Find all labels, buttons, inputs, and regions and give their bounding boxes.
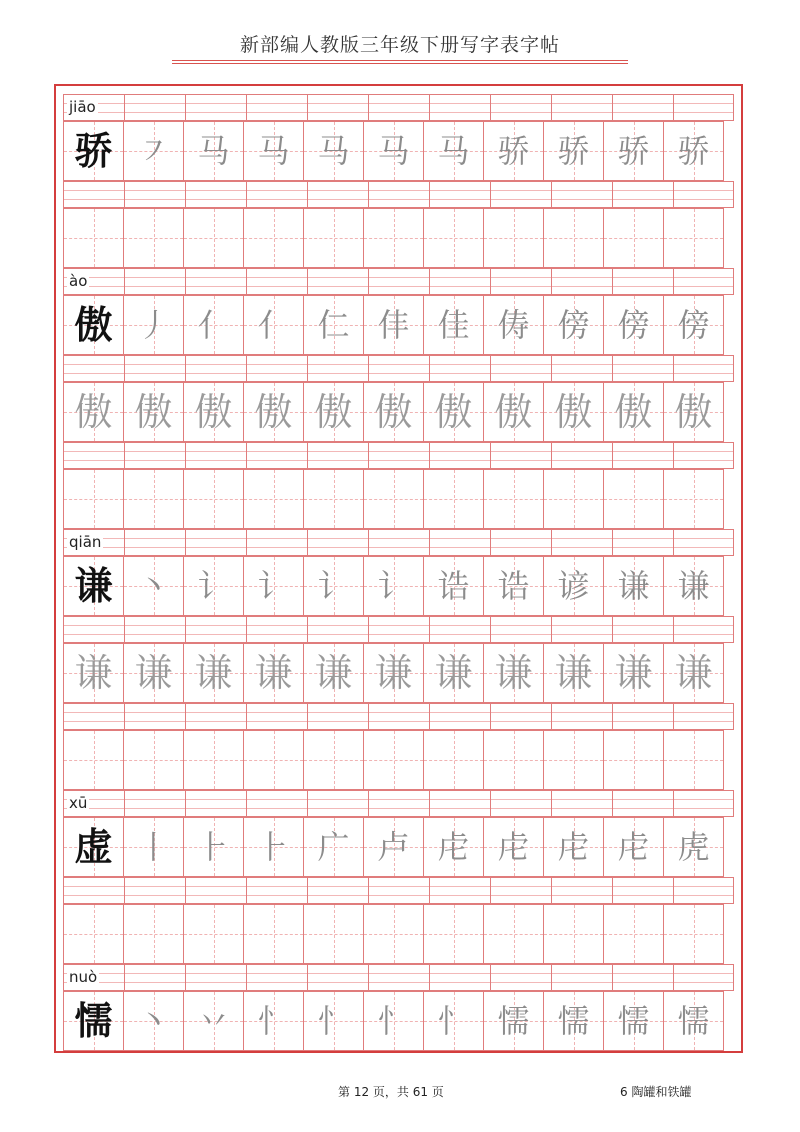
- practice-cell: [363, 556, 424, 616]
- pinyin-label: jiāo: [69, 98, 96, 116]
- practice-sheet: [54, 84, 743, 1053]
- writing-row: [63, 556, 734, 616]
- cell-glyph: 诰: [437, 567, 470, 605]
- cell-glyph: ⺊: [197, 828, 230, 866]
- cell-glyph: 虎: [677, 828, 710, 866]
- practice-cell: [63, 469, 124, 529]
- practice-cell: [183, 295, 244, 355]
- practice-cell: [483, 208, 544, 268]
- cell-glyph: 俦: [497, 306, 530, 344]
- practice-cell: [483, 556, 544, 616]
- cell-glyph: 马: [437, 132, 470, 170]
- practice-cell: [183, 469, 244, 529]
- cell-glyph: 傲: [134, 390, 173, 434]
- practice-cell: [303, 817, 364, 877]
- cell-glyph: 虍: [617, 828, 650, 866]
- practice-cell: [423, 730, 484, 790]
- cell-glyph: 懦: [617, 1002, 650, 1040]
- pinyin-lines: [63, 790, 734, 817]
- cell-glyph: 懦: [557, 1002, 590, 1040]
- practice-cell: [243, 469, 304, 529]
- practice-cell: [183, 991, 244, 1051]
- practice-cell: [543, 643, 604, 703]
- cell-glyph: ⺊: [257, 828, 290, 866]
- practice-cell: [483, 730, 544, 790]
- practice-cell: [303, 904, 364, 964]
- practice-cell: [363, 904, 424, 964]
- writing-row: [63, 730, 734, 790]
- practice-cell: [543, 730, 604, 790]
- cell-glyph: 谦: [74, 564, 113, 608]
- practice-cell: [603, 469, 664, 529]
- cell-glyph: 讠: [317, 567, 350, 605]
- cell-glyph: ㇇: [137, 132, 170, 170]
- cell-glyph: 谦: [434, 651, 473, 695]
- cell-glyph: 懦: [497, 1002, 530, 1040]
- practice-cell: [423, 121, 484, 181]
- practice-cell: [423, 382, 484, 442]
- practice-cell: [603, 730, 664, 790]
- cell-glyph: 傍: [677, 306, 710, 344]
- practice-cell: [423, 643, 484, 703]
- cell-glyph: 讠: [257, 567, 290, 605]
- practice-cell: [303, 643, 364, 703]
- writing-row: [63, 295, 734, 355]
- practice-cell: [543, 469, 604, 529]
- spacer-row: [63, 355, 734, 382]
- practice-cell: [423, 817, 484, 877]
- practice-cell: [63, 730, 124, 790]
- cell-glyph: 丷: [197, 1002, 230, 1040]
- practice-cell: [243, 817, 304, 877]
- practice-cell: [603, 382, 664, 442]
- pinyin-row: [63, 790, 734, 817]
- practice-cell: [663, 904, 724, 964]
- practice-cell: [123, 382, 184, 442]
- pinyin-label: qiān: [69, 533, 102, 551]
- practice-cell: [483, 469, 544, 529]
- pinyin-label: xū: [69, 794, 88, 812]
- cell-glyph: 谚: [557, 567, 590, 605]
- practice-cell: [123, 556, 184, 616]
- cell-glyph: 马: [257, 132, 290, 170]
- practice-cell: [663, 643, 724, 703]
- spacer-row: [63, 616, 734, 643]
- writing-row: [63, 904, 734, 964]
- spacer-row: [63, 442, 734, 469]
- cell-glyph: 虍: [497, 828, 530, 866]
- practice-cell: [543, 556, 604, 616]
- practice-cell: [363, 121, 424, 181]
- writing-row: [63, 991, 734, 1051]
- practice-cell: [183, 121, 244, 181]
- practice-cell: [423, 904, 484, 964]
- model-character-cell: [63, 817, 124, 877]
- practice-cell: [363, 991, 424, 1051]
- practice-cell: [243, 556, 304, 616]
- character-block-0: [63, 94, 734, 268]
- cell-glyph: 谦: [134, 651, 173, 695]
- cell-glyph: 虍: [437, 828, 470, 866]
- practice-cell: [303, 208, 364, 268]
- cell-glyph: 谦: [374, 651, 413, 695]
- writing-row: [63, 643, 734, 703]
- pinyin-row: [63, 529, 734, 556]
- practice-cell: [483, 643, 544, 703]
- practice-cell: [363, 382, 424, 442]
- pinyin-row: [63, 964, 734, 991]
- practice-cell: [543, 208, 604, 268]
- practice-cell: [63, 382, 124, 442]
- practice-cell: [123, 730, 184, 790]
- character-block-1: [63, 268, 734, 529]
- cell-glyph: 丶: [137, 567, 170, 605]
- practice-cell: [363, 295, 424, 355]
- cell-glyph: 谦: [494, 651, 533, 695]
- practice-cell: [63, 208, 124, 268]
- practice-cell: [363, 469, 424, 529]
- cell-glyph: 谦: [614, 651, 653, 695]
- pinyin-row: [63, 94, 734, 121]
- practice-cell: [663, 817, 724, 877]
- practice-cell: [663, 208, 724, 268]
- cell-glyph: 亻: [197, 306, 230, 344]
- practice-cell: [123, 817, 184, 877]
- cell-glyph: 仁: [317, 306, 350, 344]
- cell-glyph: 讠: [197, 567, 230, 605]
- cell-glyph: 谦: [674, 651, 713, 695]
- practice-cell: [603, 295, 664, 355]
- cell-glyph: 懦: [74, 999, 113, 1043]
- practice-cell: [603, 121, 664, 181]
- title-underline: [172, 60, 628, 61]
- character-block-4: [63, 964, 734, 1051]
- cell-glyph: 亻: [257, 306, 290, 344]
- practice-cell: [543, 904, 604, 964]
- practice-cell: [663, 382, 724, 442]
- cell-glyph: 丶: [137, 1002, 170, 1040]
- practice-cell: [663, 556, 724, 616]
- practice-cell: [543, 382, 604, 442]
- title-underline-2: [172, 63, 628, 64]
- cell-glyph: 懦: [677, 1002, 710, 1040]
- pinyin-lines: [63, 94, 734, 121]
- cell-glyph: 傲: [554, 390, 593, 434]
- practice-cell: [423, 208, 484, 268]
- writing-row: [63, 382, 734, 442]
- cell-glyph: 诰: [497, 567, 530, 605]
- practice-cell: [483, 817, 544, 877]
- cell-glyph: 忄: [257, 1002, 290, 1040]
- practice-cell: [543, 817, 604, 877]
- practice-cell: [243, 295, 304, 355]
- practice-cell: [423, 991, 484, 1051]
- practice-cell: [303, 121, 364, 181]
- practice-cell: [663, 469, 724, 529]
- cell-glyph: 傲: [674, 390, 713, 434]
- practice-cell: [423, 469, 484, 529]
- practice-cell: [363, 730, 424, 790]
- cell-glyph: 马: [197, 132, 230, 170]
- practice-cell: [483, 991, 544, 1051]
- practice-cell: [183, 382, 244, 442]
- practice-cell: [63, 904, 124, 964]
- practice-cell: [183, 730, 244, 790]
- cell-glyph: 虍: [557, 828, 590, 866]
- practice-cell: [183, 208, 244, 268]
- cell-glyph: 傲: [254, 390, 293, 434]
- cell-glyph: 骄: [617, 132, 650, 170]
- pinyin-lines: [63, 268, 734, 295]
- practice-cell: [483, 295, 544, 355]
- practice-grid: [63, 94, 734, 1051]
- cell-glyph: 马: [317, 132, 350, 170]
- practice-cell: [303, 556, 364, 616]
- spacer-row: [63, 703, 734, 730]
- cell-glyph: 虚: [74, 825, 113, 869]
- cell-glyph: 骄: [677, 132, 710, 170]
- practice-cell: [183, 904, 244, 964]
- writing-row: [63, 469, 734, 529]
- cell-glyph: 傲: [194, 390, 233, 434]
- practice-cell: [123, 469, 184, 529]
- practice-cell: [423, 556, 484, 616]
- cell-glyph: 骄: [497, 132, 530, 170]
- practice-cell: [663, 121, 724, 181]
- practice-cell: [543, 991, 604, 1051]
- practice-cell: [543, 295, 604, 355]
- practice-cell: [603, 208, 664, 268]
- cell-glyph: 傍: [557, 306, 590, 344]
- practice-cell: [603, 817, 664, 877]
- practice-cell: [123, 643, 184, 703]
- pinyin-row: [63, 268, 734, 295]
- pinyin-label: nuò: [69, 968, 98, 986]
- page-number: 第 12 页，共 61 页: [338, 1085, 444, 1099]
- character-block-3: [63, 790, 734, 964]
- cell-glyph: 忄: [377, 1002, 410, 1040]
- practice-cell: [303, 295, 364, 355]
- practice-cell: [603, 556, 664, 616]
- cell-glyph: 丨: [137, 828, 170, 866]
- cell-glyph: 傲: [614, 390, 653, 434]
- cell-glyph: 谦: [677, 567, 710, 605]
- practice-cell: [303, 469, 364, 529]
- practice-cell: [183, 817, 244, 877]
- pinyin-lines: [63, 964, 734, 991]
- writing-row: [63, 121, 734, 181]
- model-character-cell: [63, 295, 124, 355]
- cell-glyph: 谦: [314, 651, 353, 695]
- practice-cell: [363, 817, 424, 877]
- cell-glyph: 谦: [74, 651, 113, 695]
- writing-row: [63, 817, 734, 877]
- cell-glyph: 佳: [437, 306, 470, 344]
- cell-glyph: 谦: [254, 651, 293, 695]
- practice-cell: [183, 643, 244, 703]
- practice-cell: [243, 904, 304, 964]
- cell-glyph: 忄: [317, 1002, 350, 1040]
- practice-cell: [123, 208, 184, 268]
- practice-cell: [423, 295, 484, 355]
- practice-cell: [243, 730, 304, 790]
- cell-glyph: 广: [317, 828, 350, 866]
- cell-glyph: 傲: [74, 303, 113, 347]
- lesson-title: 6 陶罐和铁罐: [620, 1085, 692, 1099]
- cell-glyph: 忄: [437, 1002, 470, 1040]
- cell-glyph: 骄: [74, 129, 113, 173]
- practice-cell: [663, 295, 724, 355]
- practice-cell: [303, 991, 364, 1051]
- practice-cell: [243, 643, 304, 703]
- practice-cell: [363, 208, 424, 268]
- cell-glyph: 丿: [137, 306, 170, 344]
- practice-cell: [303, 730, 364, 790]
- practice-cell: [243, 208, 304, 268]
- practice-cell: [63, 643, 124, 703]
- practice-cell: [543, 121, 604, 181]
- practice-cell: [603, 991, 664, 1051]
- model-character-cell: [63, 991, 124, 1051]
- model-character-cell: [63, 556, 124, 616]
- page-title: 新部编人教版三年级下册写字表字帖: [239, 34, 560, 56]
- cell-glyph: 马: [377, 132, 410, 170]
- practice-cell: [243, 121, 304, 181]
- cell-glyph: 仹: [377, 306, 410, 344]
- practice-cell: [183, 556, 244, 616]
- practice-cell: [603, 643, 664, 703]
- practice-cell: [303, 382, 364, 442]
- practice-cell: [483, 121, 544, 181]
- practice-cell: [483, 382, 544, 442]
- cell-glyph: 傲: [74, 390, 113, 434]
- cell-glyph: 傲: [434, 390, 473, 434]
- practice-cell: [123, 904, 184, 964]
- practice-cell: [363, 643, 424, 703]
- practice-cell: [123, 991, 184, 1051]
- pinyin-lines: [63, 529, 734, 556]
- cell-glyph: 傲: [494, 390, 533, 434]
- practice-cell: [663, 991, 724, 1051]
- practice-cell: [243, 382, 304, 442]
- spacer-row: [63, 181, 734, 208]
- cell-glyph: 卢: [377, 828, 410, 866]
- cell-glyph: 傲: [314, 390, 353, 434]
- pinyin-label: ào: [69, 272, 88, 290]
- practice-cell: [243, 991, 304, 1051]
- cell-glyph: 傍: [617, 306, 650, 344]
- character-block-2: [63, 529, 734, 790]
- cell-glyph: 讠: [377, 567, 410, 605]
- practice-cell: [123, 121, 184, 181]
- practice-cell: [663, 730, 724, 790]
- practice-cell: [123, 295, 184, 355]
- cell-glyph: 谦: [194, 651, 233, 695]
- cell-glyph: 骄: [557, 132, 590, 170]
- spacer-row: [63, 877, 734, 904]
- practice-cell: [603, 904, 664, 964]
- practice-cell: [483, 904, 544, 964]
- cell-glyph: 谦: [617, 567, 650, 605]
- cell-glyph: 傲: [374, 390, 413, 434]
- model-character-cell: [63, 121, 124, 181]
- cell-glyph: 谦: [554, 651, 593, 695]
- writing-row: [63, 208, 734, 268]
